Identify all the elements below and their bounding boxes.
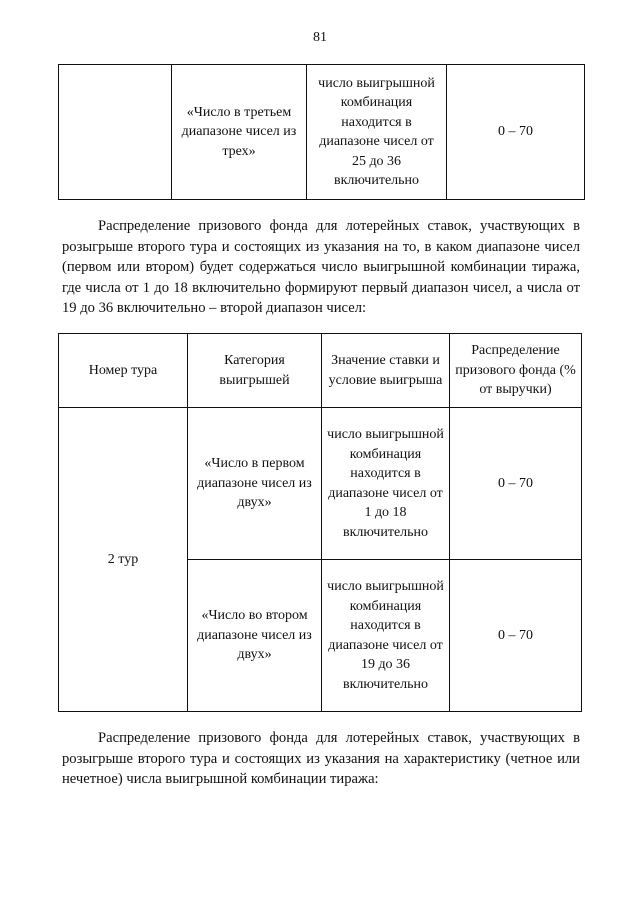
- table-row: [59, 65, 585, 200]
- prize-table-continued: [58, 64, 585, 200]
- distribution-cell: 0 – 70: [450, 408, 582, 560]
- condition-cell: число выигрышной комбинация находится в диапазоне чисел от 25 до 36 включительно: [307, 65, 447, 200]
- header-distribution: Распределение призового фонда (% от выручки): [450, 334, 582, 408]
- category-cell: «Число в первом диапазоне чисел из двух»: [188, 408, 322, 560]
- header-tour: Номер тура: [59, 334, 188, 408]
- condition-cell: число выигрышной комбинация находится в диапазоне чисел от 1 до 18 включительно: [322, 408, 450, 560]
- category-cell: «Число в третьем диапазоне чисел из трех»: [172, 65, 307, 200]
- tour-cell: [59, 65, 172, 200]
- header-condition: Значение ставки и условие выигрыша: [322, 334, 450, 408]
- paragraph-range-distribution: Распределение призового фонда для лотерейных ставок, участвующих в розыгрыше второго тура и состоящих из указания на то, в каком диапазоне чисел (первом или втором) будет содержаться число выигрышной комбинации тиража, где числа от 1 до 18 включительно формируют первый диапазон чисел, а числа от 19 до 36 включительно – второй диапазон чисел:: [62, 218, 580, 316]
- prize-table-second-tour: [58, 333, 582, 712]
- condition-cell: число выигрышной комбинация находится в диапазоне чисел от 19 до 36 включительно: [322, 560, 450, 712]
- table-header-row: [59, 334, 582, 408]
- page-number: 81: [313, 30, 327, 45]
- header-category: Категория выигрышей: [188, 334, 322, 408]
- tour-cell: 2 тур: [59, 408, 188, 712]
- paragraph-parity-distribution: Распределение призового фонда для лотерейных ставок, участвующих в розыгрыше второго тура и состоящих из указания на характеристику (четное или нечетное) числа выигрышной комбинации тиража:: [62, 730, 580, 787]
- distribution-cell: 0 – 70: [450, 560, 582, 712]
- distribution-cell: 0 – 70: [447, 65, 585, 200]
- category-cell: «Число во втором диапазоне чисел из двух»: [188, 560, 322, 712]
- table-row: [59, 408, 582, 560]
